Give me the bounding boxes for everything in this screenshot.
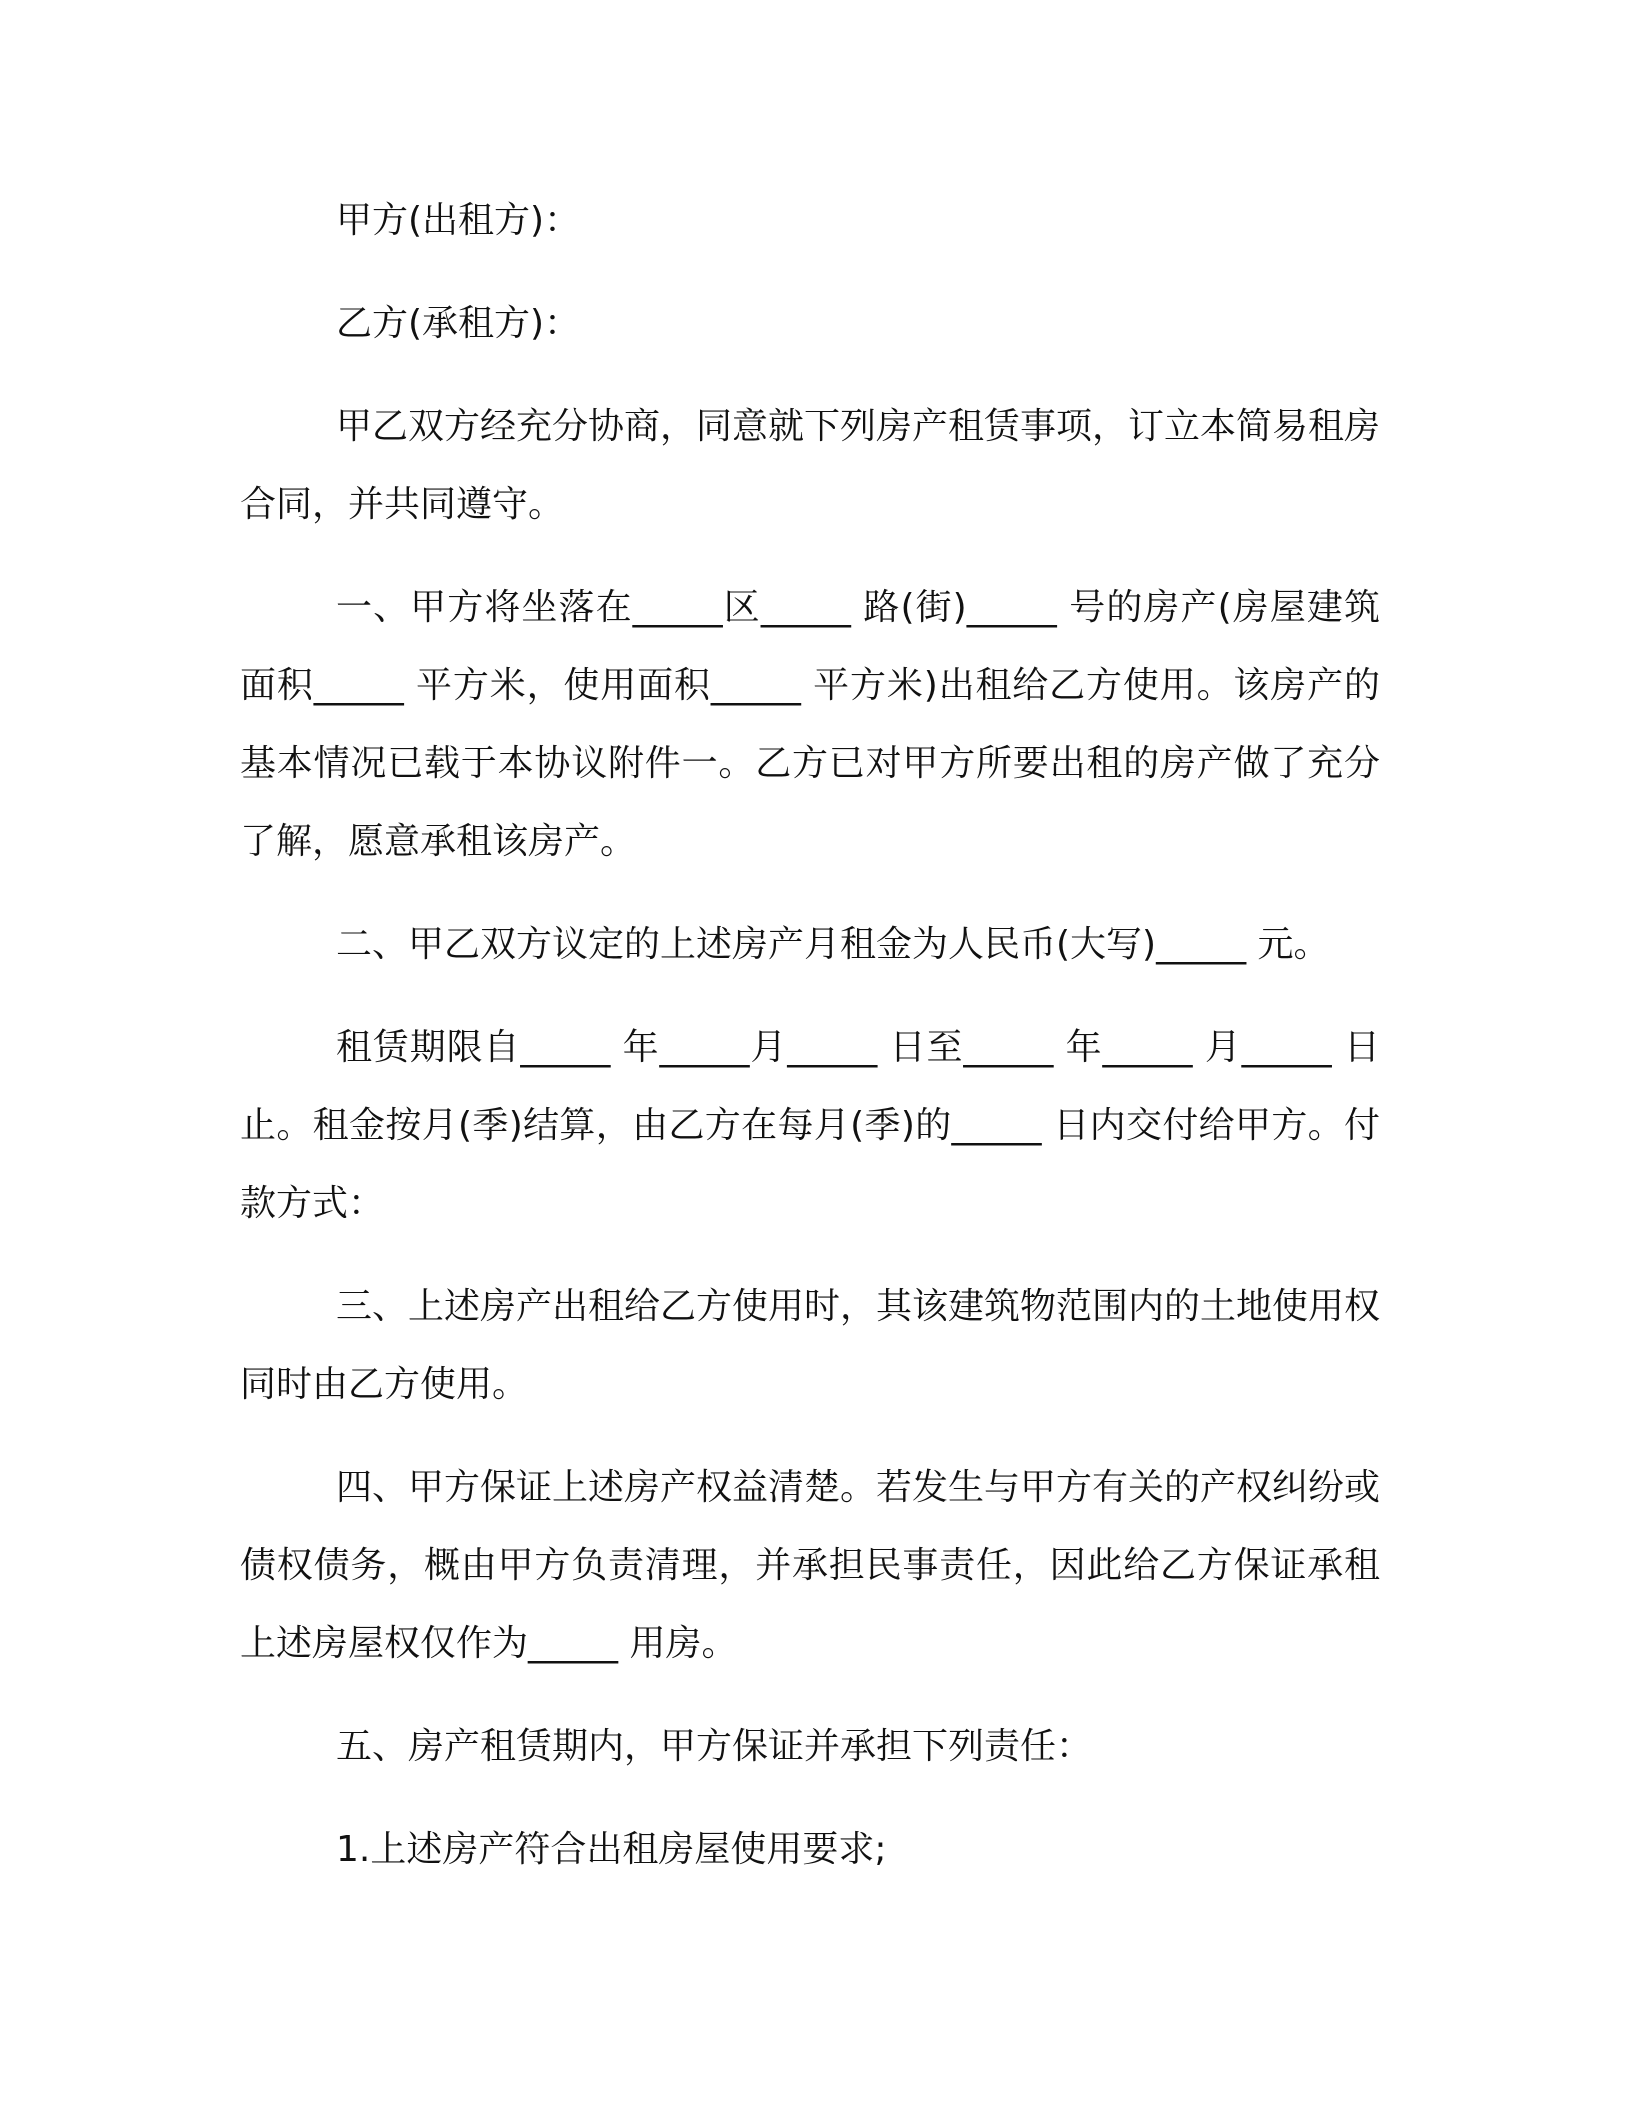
party-b-line: 乙方(承租方)：: [336, 303, 581, 344]
lease-term-paragraph: 租赁期限自_____ 年_____月_____ 日至_____ 年_____ 月_____ 日止。租金按月(季)结算，由乙方在每月(季)的_____ 日内交付给甲方。付款方式：: [240, 1027, 1380, 1224]
clause-2-paragraph: 二、甲乙双方议定的上述房产月租金为人民币(大写)_____ 元。: [336, 924, 1330, 965]
clause-3-paragraph: 三、上述房产出租给乙方使用时，其该建筑物范围内的土地使用权同时由乙方使用。: [240, 1286, 1381, 1405]
clause-4-paragraph: 四、甲方保证上述房产权益清楚。若发生与甲方有关的产权纠纷或债权债务，概由甲方负责清理，并承担民事责任，因此给乙方保证承租上述房屋权仅作为_____ 用房。: [240, 1467, 1381, 1664]
clause-5-paragraph: 五、房产租赁期内，甲方保证并承担下列责任：: [336, 1726, 1093, 1767]
party-a-line: 甲方(出租方)：: [336, 200, 581, 241]
intro-paragraph: 甲乙双方经充分协商，同意就下列房产租赁事项，订立本简易租房合同，并共同遵守。: [240, 406, 1381, 525]
contract-body: [240, 182, 1380, 1915]
item-1-paragraph: 1.上述房产符合出租房屋使用要求;: [336, 1829, 887, 1870]
clause-1-paragraph: 一、甲方将坐落在_____区_____ 路(街)_____ 号的房产(房屋建筑面积_____ 平方米，使用面积_____ 平方米)出租给乙方使用。该房产的基本情况已载于本协议附件一。乙方已对甲方所要出租的房产做了充分了解，愿意承租该房产。: [240, 587, 1380, 862]
